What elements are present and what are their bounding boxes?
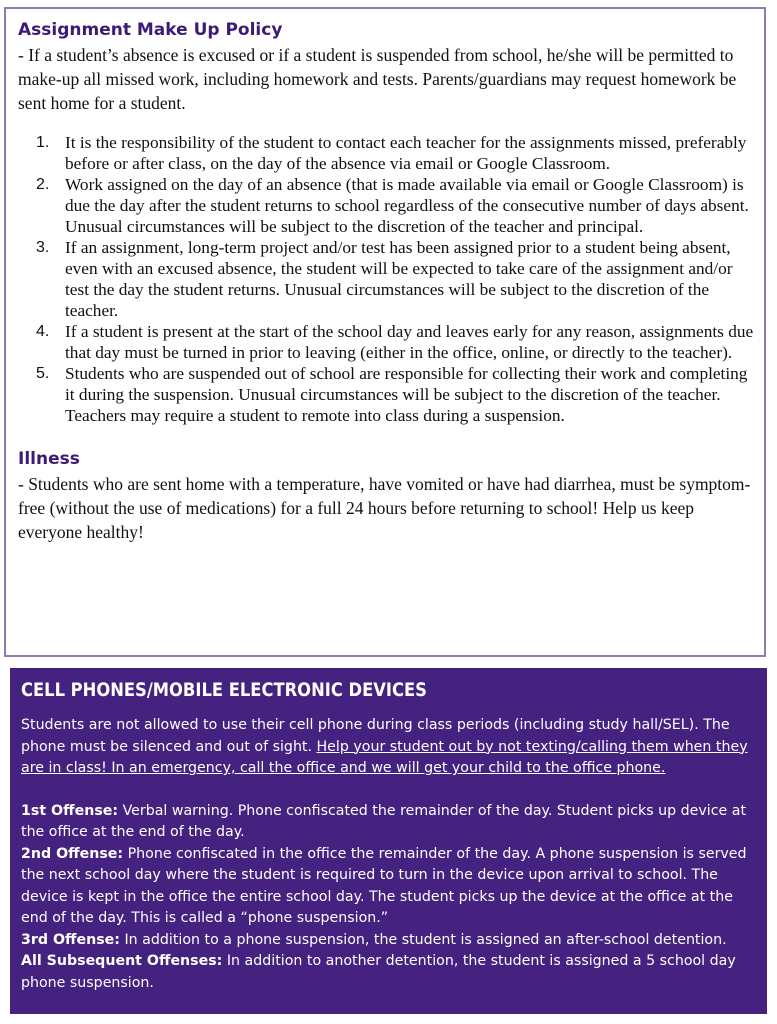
- list-text: It is the responsibility of the student to contact each teacher for the assignments missed, preferably before or after class, on the day of the absence via email or Google Classroom.: [65, 133, 747, 173]
- list-number: 1.: [36, 134, 50, 151]
- illness-heading: Illness: [18, 449, 80, 469]
- makeup-list: [18, 132, 754, 426]
- offense-text: In addition to another detention, the student is assigned a 5 school day phone suspension.: [21, 953, 736, 991]
- offense-item: [21, 930, 757, 952]
- offense-label: 3rd Offense:: [21, 931, 120, 948]
- list-text: Work assigned on the day of an absence (that is made available via email or Google Classroom) is due the day after the student returns to school regardless of the consecutive number of days absent. Unusual circumstances will be subject to the discretion of the teacher and principal.: [65, 175, 749, 236]
- list-number: 4.: [36, 323, 50, 340]
- list-item: [18, 363, 754, 426]
- list-text: Students who are suspended out of school are responsible for collecting their work and completing it during the suspension. Unusual circumstances will be subject to the discretion of the teacher. Teachers may require a student to remote into class during a suspension.: [65, 364, 748, 425]
- list-number: 5.: [36, 365, 50, 382]
- phones-intro-text: Students are not allowed to use their cell phone during class periods (including study hall/SEL). The phone must be silenced and out of sight.: [21, 717, 730, 755]
- offense-item: [21, 844, 757, 930]
- list-number: 3.: [36, 239, 50, 256]
- policy-box: [4, 7, 766, 657]
- list-item: [18, 132, 754, 174]
- offense-text: Phone confiscated in the office the remainder of the day. A phone suspension is served the next school day where the student is required to turn in the device upon arrival to school. The device is kept in the office the entire school day. The student picks up the device at the office at the end of the day. This is called a “phone suspension.”: [21, 845, 747, 926]
- list-number: 2.: [36, 176, 50, 193]
- phones-intro-underlined: Help your student out by not texting/calling them when they are in class! In an emergency, call the office and we will get your child to the office phone.: [21, 738, 748, 776]
- offense-text: Verbal warning. Phone confiscated the remainder of the day. Student picks up device at the office at the end of the day.: [21, 802, 747, 840]
- list-text: If an assignment, long-term project and/or test has been assigned prior to a student being absent, even with an excused absence, the student will be expected to take care of the assignment and/or test the day the student returns. Unusual circumstances will be subject to the discretion of the teacher.: [65, 238, 733, 320]
- makeup-intro: - If a student’s absence is excused or if a student is suspended from school, he/she will be permitted to make-up all missed work, including homework and tests. Parents/guardians may request homework be sent home for a student.: [18, 45, 737, 113]
- list-text: If a student is present at the start of the school day and leaves early for any reason, assignments due that day must be turned in prior to leaving (either in the office, online, or directly to the teacher).: [65, 322, 754, 362]
- offenses-list: [21, 801, 757, 995]
- makeup-heading: Assignment Make Up Policy: [18, 20, 283, 40]
- list-item: [18, 237, 754, 321]
- offense-item: [21, 801, 757, 844]
- offense-item: [21, 951, 757, 994]
- offense-label: All Subsequent Offenses:: [21, 953, 223, 969]
- phones-panel: [10, 668, 767, 1014]
- phones-intro: [21, 715, 757, 780]
- offense-label: 2nd Offense:: [21, 845, 124, 862]
- offense-text: In addition to a phone suspension, the student is assigned an after-school detention.: [119, 931, 727, 948]
- phones-heading: CELL PHONES/MOBILE ELECTRONIC DEVICES: [21, 679, 427, 701]
- list-item: [18, 321, 754, 363]
- illness-text: - Students who are sent home with a temperature, have vomited or have had diarrhea, must be symptom-free (without the use of medications) for a full 24 hours before returning to school! Help us keep everyone healthy!: [18, 474, 751, 542]
- offense-label: 1st Offense:: [21, 802, 119, 819]
- list-item: [18, 174, 754, 237]
